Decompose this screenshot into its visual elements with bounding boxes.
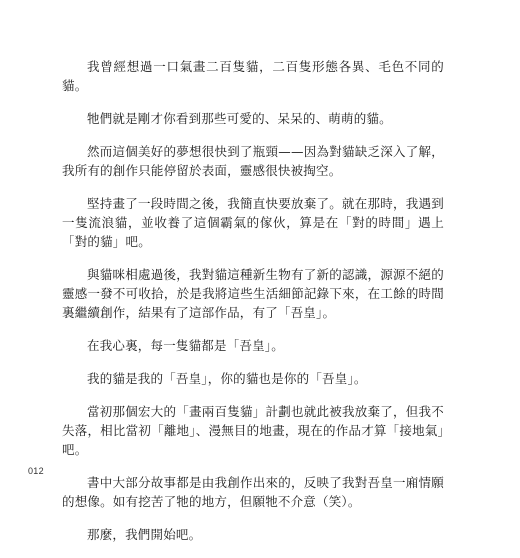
paragraph-5: 與貓咪相處過後，我對貓這種新生物有了新的認識，源源不絕的靈感一發不可收拾，於是我將這些生活細節記錄下來，在工餘的時間裏繼續創作，結果有了這部作品，有了「吾皇」。 (62, 267, 444, 320)
paragraph-2: 牠們就是剛才你看到那些可愛的、呆呆的、萌萌的貓。 (87, 111, 392, 126)
page-number: 012 (28, 466, 44, 476)
paragraph-10: 那麼，我們開始吧。 (87, 527, 202, 542)
paragraph-1: 我曾經想過一口氣畫二百隻貓，二百隻形態各異、毛色不同的貓。 (62, 59, 444, 93)
paragraph-3: 然而這個美好的夢想很快到了瓶頸——因為對貓缺乏深入了解，我所有的創作只能停留於表面，靈感很快被掏空。 (62, 144, 444, 178)
body-text (62, 57, 444, 558)
paragraph-9: 書中大部分故事都是由我創作出來的，反映了我對吾皇一廂情願的想像。如有挖苦了牠的地方，但願牠不介意（笑）。 (62, 475, 444, 509)
paragraph-4: 堅持畫了一段時間之後，我簡直快要放棄了。就在那時，我遇到一隻流浪貓，並收養了這個霸氣的傢伙，算是在「對的時間」遇上「對的貓」吧。 (62, 196, 444, 249)
paragraph-6: 在我心裏，每一隻貓都是「吾皇」。 (87, 338, 284, 353)
paragraph-7: 我的貓是我的「吾皇」，你的貓也是你的「吾皇」。 (87, 371, 367, 386)
paragraph-8: 當初那個宏大的「畫兩百隻貓」計劃也就此被我放棄了，但我不失落，相比當初「離地」、漫無目的地畫，現在的作品才算「接地氣」吧。 (62, 404, 444, 457)
